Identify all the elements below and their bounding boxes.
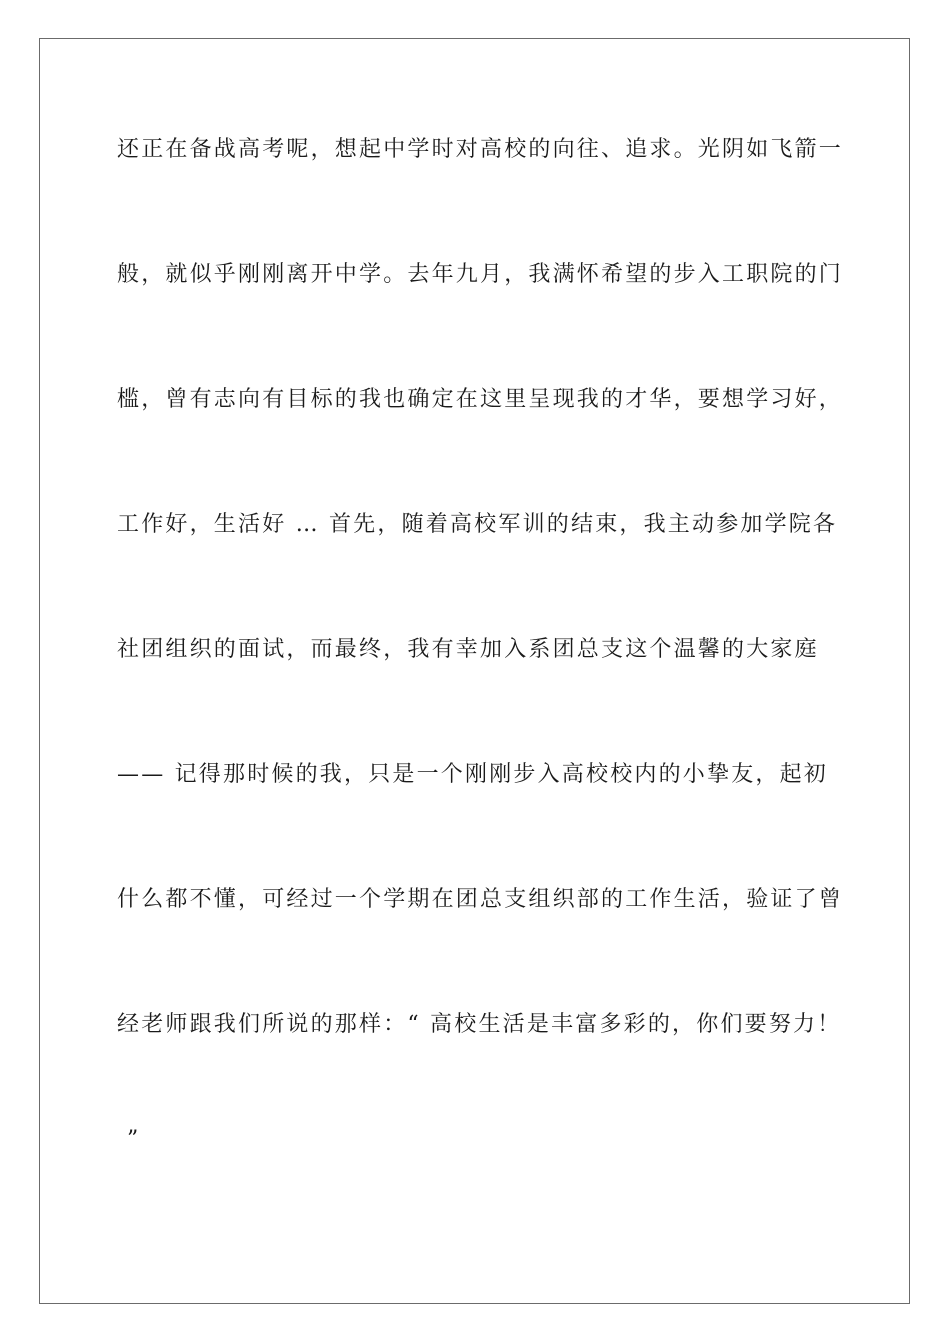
paragraph-line-2: 般，就似乎刚刚离开中学。去年九月，我满怀希望的步入工职院的门 (117, 262, 844, 287)
paragraph-line-8: 经老师跟我们所说的那样：“ 高校生活是丰富多彩的，你们要努力！ (117, 1012, 842, 1037)
document-body (117, 0, 844, 1344)
paragraph-line-5: 社团组织的面试，而最终，我有幸加入系团总支这个温馨的大家庭 (117, 637, 819, 662)
paragraph-line-9: ” (127, 1127, 141, 1152)
paragraph-line-4: 工作好，生活好 … 首先，随着高校军训的结束，我主动参加学院各 (117, 512, 838, 537)
paragraph-line-6: —— 记得那时候的我，只是一个刚刚步入高校校内的小挚友，起初 (117, 762, 828, 787)
paragraph-line-7: 什么都不懂，可经过一个学期在团总支组织部的工作生活，验证了曾 (117, 887, 844, 912)
paragraph-line-3: 槛，曾有志向有目标的我也确定在这里呈现我的才华，要想学习好， (117, 387, 844, 412)
paragraph-line-1: 还正在备战高考呢，想起中学时对高校的向往、追求。光阴如飞箭一 (117, 137, 844, 162)
